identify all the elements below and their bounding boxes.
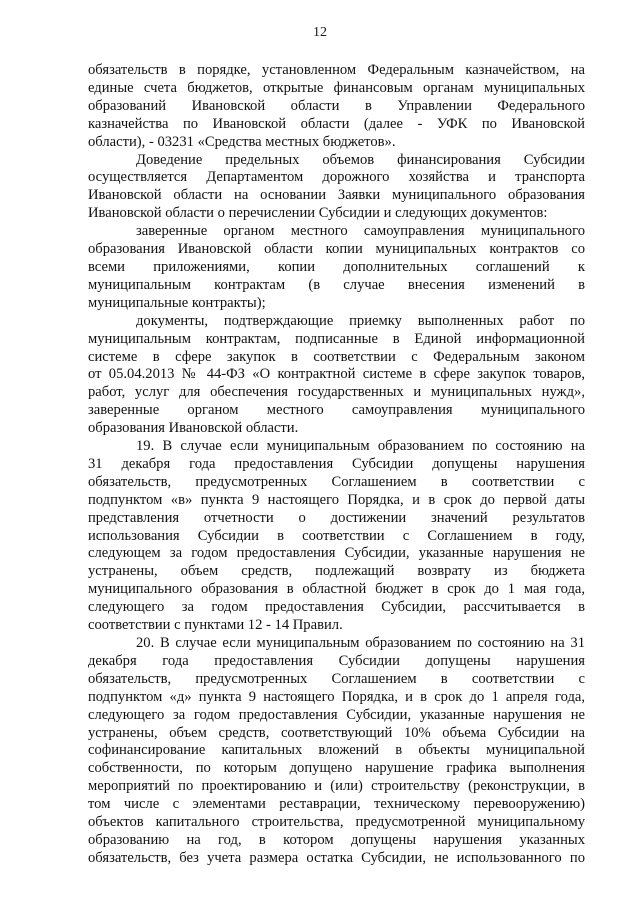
text-line: софинансирование капитальных вложений в объекты муниципальной [88, 742, 585, 759]
text-line: казначейства по Ивановской области (далее - УФК по Ивановской [88, 115, 585, 132]
text-line: соответствии с пунктами 12 - 14 Правил. [88, 617, 343, 634]
text-line: подпунктом «в» пункта 9 настоящего Порядка, и в срок до первой даты [88, 491, 585, 508]
text-line: следующего за годом предоставления Субсидии, указанные нарушения не [88, 706, 585, 723]
paragraph-limits-communication [88, 152, 585, 224]
text-line: заверенные органом местного самоуправления муниципального [136, 223, 585, 240]
text-line: области), - 03231 «Средства местных бюджетов». [88, 133, 396, 150]
paragraph-contract-copies [88, 223, 585, 313]
text-line: муниципальным контрактам (в случае внесения изменений в [88, 276, 585, 293]
text-line: Доведение предельных объемов финансирования Субсидии [136, 151, 585, 168]
text-line: всеми приложениями, копии дополнительных соглашений к [88, 258, 585, 275]
text-line: 19. В случае если муниципальным образованием по состоянию на [136, 438, 585, 455]
text-line: обязательств, предусмотренных Соглашением в соответствии с [88, 670, 585, 687]
text-line: работ, услуг для обеспечения государственных и муниципальных нужд», [88, 384, 585, 401]
text-line: образованию на год, в котором допущены нарушения указанных [88, 831, 585, 848]
document-body [88, 62, 585, 868]
text-line: объектов капитального строительства, предусмотренной муниципальному [88, 814, 585, 831]
text-line: образований Ивановской области в Управлении Федерального [88, 97, 585, 114]
text-line: единые счета бюджетов, открытые финансовым органам муниципальных [88, 79, 585, 96]
page-number: 12 [313, 25, 327, 40]
text-line: образования Ивановской области копии муниципальных контрактов со [88, 241, 585, 258]
text-line: образования Ивановской области. [88, 420, 299, 437]
text-line: системе в сфере закупок в соответствии с Федеральным законом [88, 348, 585, 365]
text-line: 20. В случае если муниципальным образованием по состоянию на 31 [136, 635, 585, 651]
text-line: том числе с элементами реставрации, техническому перевооружению) [88, 796, 585, 813]
text-line: муниципальные контракты); [88, 294, 266, 311]
text-line: Ивановской области о перечислении Субсидии и следующих документов: [88, 205, 548, 222]
text-line: обязательств в порядке, установленном Федеральным казначейством, на [88, 62, 585, 78]
text-line: декабря года предоставления Субсидии допущены нарушения [88, 652, 585, 669]
text-line: устранены, объем средств, подлежащий возврату из бюджета [88, 563, 585, 580]
text-line: муниципального образования в областной бюджет в срок до 1 мая года, [88, 581, 585, 598]
text-line: мероприятий по проектированию и (или) строительству (реконструкции, в [88, 778, 585, 795]
paragraph-item-20 [88, 635, 585, 868]
text-line: заверенные органом местного самоуправления муниципального [88, 402, 585, 419]
text-line: следующем за годом предоставления Субсидии, указанные нарушения не [88, 545, 585, 562]
text-line: 31 декабря года предоставления Субсидии допущены нарушения [88, 455, 585, 472]
text-line: следующего за годом предоставления Субсидии, рассчитывается в [88, 599, 585, 616]
paragraph-item-19 [88, 438, 585, 635]
paragraph-acceptance-documents [88, 313, 585, 438]
text-line: документы, подтверждающие приемку выполненных работ по [136, 312, 585, 329]
text-line: подпунктом «д» пункта 9 настоящего Порядка, и в срок до 1 апреля года, [88, 688, 585, 705]
text-line: устранены, объем средств, соответствующий 10% объема Субсидии на [88, 724, 585, 741]
text-line: Ивановской области на основании Заявки муниципального образования [88, 187, 585, 204]
text-line: обязательств, предусмотренных Соглашением в соответствии с [88, 473, 585, 490]
text-line: осуществляется Департаментом дорожного хозяйства и транспорта [88, 169, 585, 186]
text-line: от 05.04.2013 № 44-ФЗ «О контрактной системе в сфере закупок товаров, [88, 366, 585, 383]
text-line: обязательств, без учета размера остатка Субсидии, не использованного по [88, 849, 585, 866]
text-line: использования Субсидии в соответствии с Соглашением в году, [88, 527, 585, 544]
paragraph-treasury-accounts [88, 62, 585, 152]
text-line: муниципальным контрактам, подписанные в Единой информационной [88, 330, 585, 347]
text-line: собственности, по которым допущено нарушение графика выполнения [88, 760, 585, 777]
text-line: представления отчетности о достижении значений результатов [88, 509, 585, 526]
